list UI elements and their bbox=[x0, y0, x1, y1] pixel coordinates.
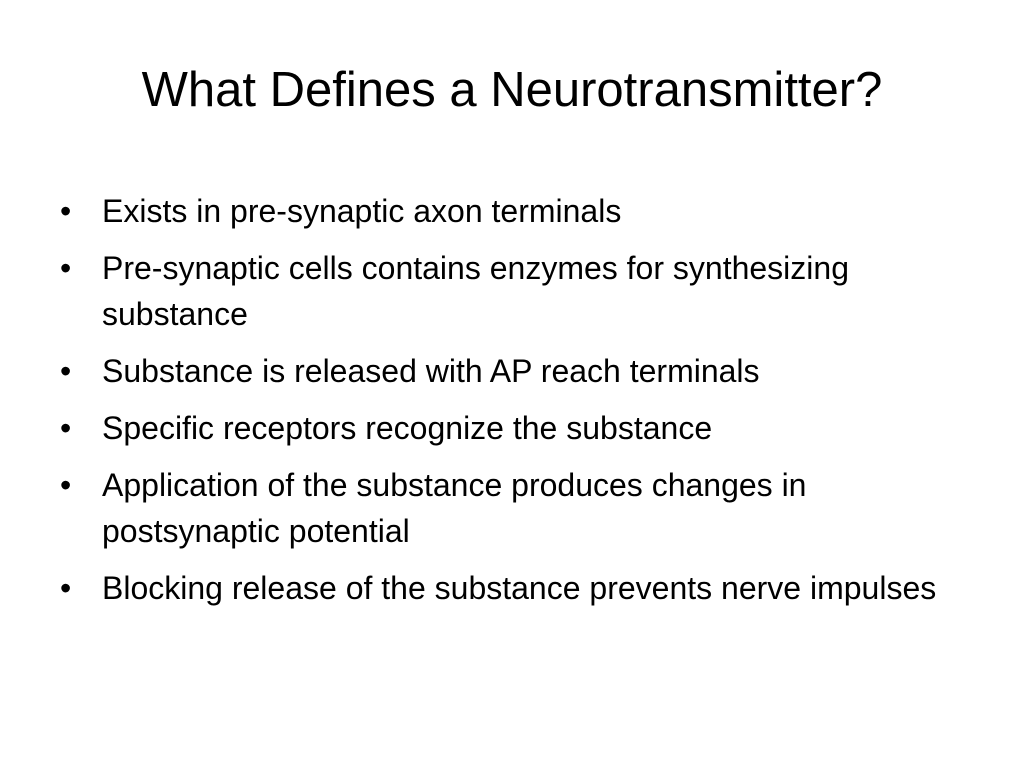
bullet-item bbox=[60, 245, 960, 337]
bullet-icon: • bbox=[60, 570, 72, 606]
bullet-text: Exists in pre-synaptic axon terminals bbox=[102, 193, 622, 229]
bullet-icon: • bbox=[60, 193, 72, 229]
bullet-item bbox=[60, 462, 960, 554]
bullet-text: Specific receptors recognize the substance bbox=[102, 410, 713, 446]
bullet-icon: • bbox=[60, 250, 72, 286]
bullet-item bbox=[60, 565, 960, 611]
bullet-item bbox=[60, 405, 960, 451]
bullet-item bbox=[60, 188, 960, 234]
bullet-icon: • bbox=[60, 410, 72, 446]
bullet-list bbox=[60, 188, 960, 622]
bullet-text: Blocking release of the substance prevents nerve impulses bbox=[102, 570, 937, 606]
slide-title: What Defines a Neurotransmitter? bbox=[141, 63, 883, 117]
bullet-icon: • bbox=[60, 353, 72, 389]
bullet-item bbox=[60, 348, 960, 394]
bullet-text: Application of the substance produces changes in postsynaptic potential bbox=[102, 467, 807, 549]
bullet-text: Substance is released with AP reach terminals bbox=[102, 353, 760, 389]
bullet-text: Pre-synaptic cells contains enzymes for synthesizing substance bbox=[102, 250, 849, 332]
bullet-icon: • bbox=[60, 467, 72, 503]
